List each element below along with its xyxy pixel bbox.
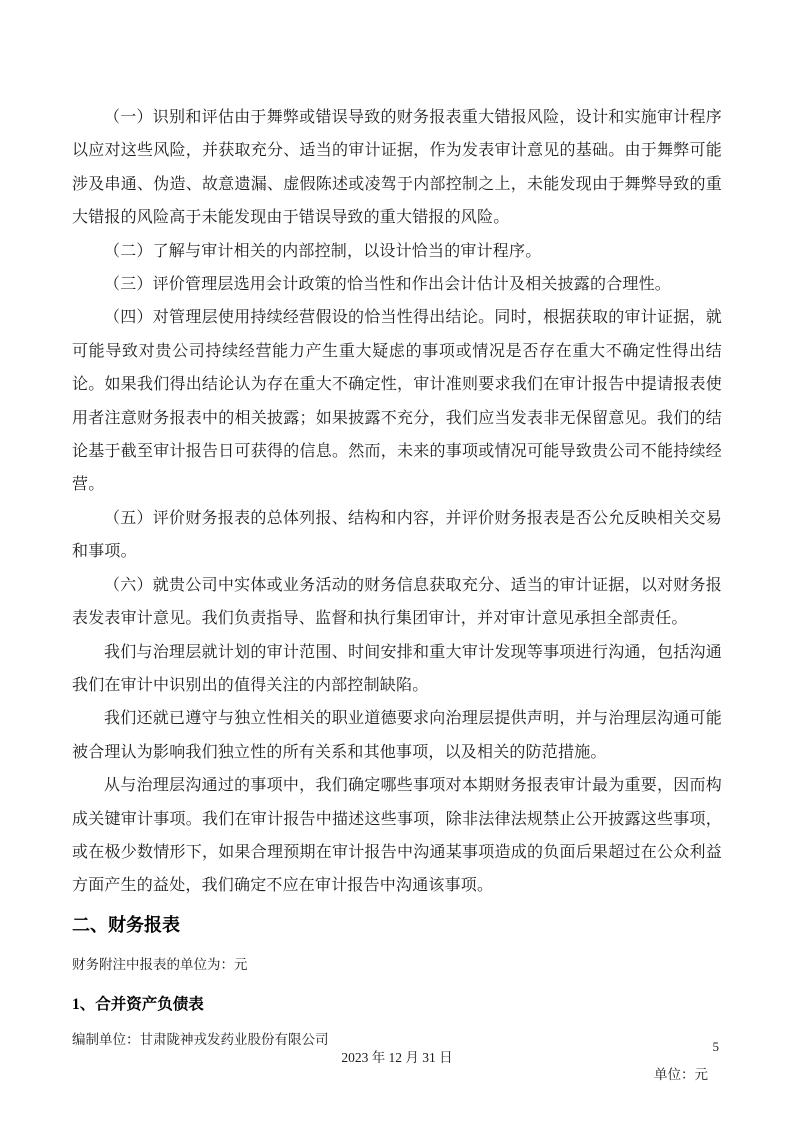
paragraph-item-1: （一）识别和评估由于舞弊或错误导致的财务报表重大错报风险，设计和实施审计程序以应对这些风险，并获取充分、适当的审计证据，作为发表审计意见的基础。由于舞弊可能涉及串通、伪造、故意遗漏、虚假陈述或凌驾于内部控制之上，未能发现由于舞弊导致的重大错报的风险高于未能发现由于错误导致的重大错报的风险。	[72, 109, 722, 227]
paragraph-item-3: （三）评价管理层选用会计政策的恰当性和作出会计估计及相关披露的合理性。	[104, 276, 672, 294]
subsection-heading-balance-sheet: 1、合并资产负债表	[72, 995, 204, 1013]
section-heading-financial-statements: 二、财务报表	[72, 914, 180, 935]
audit-responsibility-section	[72, 0, 722, 903]
paragraph-communication: 我们与治理层就计划的审计范围、时间安排和重大审计发现等事项进行沟通，包括沟通我们在审计中识别出的值得关注的内部控制缺陷。	[72, 643, 722, 694]
paragraph-independence: 我们还就已遵守与独立性相关的职业道德要求向治理层提供声明，并与治理层沟通可能被合理认为影响我们独立性的所有关系和其他事项，以及相关的防范措施。	[72, 710, 722, 761]
paragraph-item-6: （六）就贵公司中实体或业务活动的财务信息获取充分、适当的审计证据，以对财务报表发表审计意见。我们负责指导、监督和执行集团审计，并对审计意见承担全部责任。	[72, 576, 722, 628]
page-content	[72, 0, 722, 1083]
paragraph-item-5: （五）评价财务报表的总体列报、结构和内容，并评价财务报表是否公允反映相关交易和事项。	[72, 509, 722, 561]
page-number: 5	[712, 1039, 719, 1054]
paragraph-item-2: （二）了解与审计相关的内部控制，以设计恰当的审计程序。	[104, 242, 542, 260]
prepared-by-label: 编制单位：甘肃陇神戎发药业股份有限公司	[72, 1031, 329, 1047]
paragraph-item-4: （四）对管理层使用持续经营假设的恰当性得出结论。同时，根据获取的审计证据，就可能导致对贵公司持续经营能力产生重大疑虑的事项或情况是否存在重大不确定性得出结论。如果我们得出结论认为存在重大不确定性，审计准则要求我们在审计报告中提请报表使用者注意财务报表中的相关披露；如果披露不充分，我们应当发表非无保留意见。我们的结论基于截至审计报告日可获得的信息。然而，未来的事项或情况可能导致贵公司不能持续经营。	[72, 309, 722, 494]
unit-note: 财务附注中报表的单位为：元	[72, 956, 248, 972]
unit-label: 单位：元	[654, 1066, 708, 1082]
paragraph-key-audit-matters: 从与治理层沟通过的事项中，我们确定哪些事项对本期财务报表审计最为重要，因而构成关键审计事项。我们在审计报告中描述这些事项，除非法律法规禁止公开披露这些事项，或在极少数情形下，如果合理预期在审计报告中沟通某事项造成的负面后果超过在公众利益方面产生的益处，我们确定不应在审计报告中沟通该事项。	[72, 777, 722, 895]
statement-date: 2023 年 12 月 31 日	[341, 1049, 453, 1065]
